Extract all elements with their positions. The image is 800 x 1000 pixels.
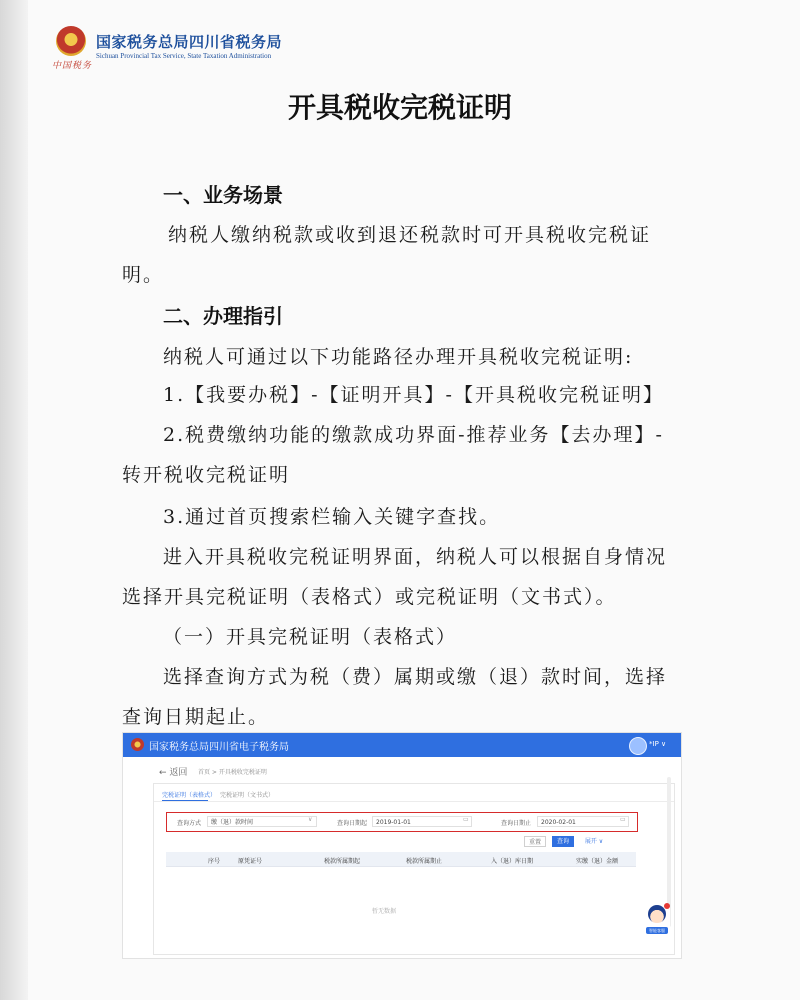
- notification-dot: [664, 903, 670, 909]
- list-item: 2.税费缴纳功能的缴款成功界面-推荐业务【去办理】-: [163, 424, 664, 446]
- paragraph: 选择开具完税证明（表格式）或完税证明（文书式）。: [122, 586, 617, 608]
- tab-document-format[interactable]: 完税证明（文书式）: [220, 792, 275, 799]
- document-title: 开具税收完税证明: [287, 91, 512, 124]
- column-header: 原凭证号: [238, 858, 263, 865]
- column-header: 税款所属期起: [324, 858, 361, 865]
- paragraph: 明。: [122, 264, 165, 286]
- assistant-mascot[interactable]: [644, 903, 670, 937]
- page-edge-shadow: [0, 0, 28, 1000]
- reset-button[interactable]: 重置: [524, 836, 546, 847]
- column-header: 入（退）库日期: [491, 858, 534, 865]
- calendar-icon: ▭: [620, 816, 626, 823]
- section-heading-scenario: 一、业务场景: [163, 183, 283, 207]
- start-date-label: 查询日期起: [337, 820, 368, 827]
- query-button[interactable]: 查询: [552, 836, 574, 847]
- query-form-highlight: [166, 812, 638, 832]
- breadcrumb[interactable]: 首页 > 开具税收完税证明: [198, 769, 267, 776]
- chevron-down-icon: ∨: [308, 816, 313, 823]
- org-name: 国家税务总局四川省税务局: [96, 33, 283, 51]
- query-card: [153, 783, 675, 955]
- user-menu[interactable]: *IP ∨: [649, 740, 667, 748]
- embedded-screenshot: [122, 732, 682, 959]
- emblem-subtitle: 中国税务: [52, 61, 93, 71]
- paragraph: 纳税人可通过以下功能路径办理开具税收完税证明:: [163, 346, 634, 368]
- query-mode-select[interactable]: 缴（退）款时间: [207, 816, 317, 827]
- end-date-label: 查询日期止: [501, 820, 532, 827]
- empty-state-text: 暂无数据: [372, 908, 397, 915]
- end-date-input[interactable]: 2020-02-01: [537, 816, 629, 827]
- column-header: 实缴（退）金额: [576, 858, 619, 865]
- list-item: 1.【我要办税】-【证明开具】-【开具税收完税证明】: [163, 384, 664, 406]
- tab-table-format[interactable]: 完税证明（表格式）: [162, 792, 217, 799]
- org-english-name: Sichuan Provincial Tax Service, State Taxation Administration: [96, 52, 272, 60]
- subsection-heading: （一）开具完税证明（表格式）: [163, 626, 458, 648]
- list-item: 转开税收完税证明: [122, 464, 291, 486]
- app-title: 国家税务总局四川省电子税务局: [149, 742, 289, 753]
- column-header: 序号: [208, 858, 221, 865]
- avatar[interactable]: [629, 737, 647, 755]
- tax-emblem-icon: [56, 26, 86, 56]
- back-button[interactable]: ← 返回: [159, 768, 188, 778]
- column-header: 税款所属期止: [406, 858, 443, 865]
- expand-button[interactable]: 展开 ∨: [584, 838, 604, 845]
- paragraph: 选择查询方式为税（费）属期或缴（退）款时间，选择: [163, 666, 668, 688]
- tax-emblem-icon: [131, 738, 144, 751]
- paragraph: 查询日期起止。: [122, 706, 270, 728]
- start-date-input[interactable]: 2019-01-01: [372, 816, 472, 827]
- mascot-badge: 智能客服: [646, 927, 668, 934]
- app-header-bar: [123, 733, 681, 757]
- mascot-avatar-icon: [648, 905, 666, 923]
- paragraph: 进入开具税收完税证明界面，纳税人可以根据自身情况: [163, 546, 668, 568]
- section-heading-guide: 二、办理指引: [163, 304, 283, 328]
- divider: [154, 801, 674, 802]
- list-item: 3.通过首页搜索栏输入关键字查找。: [163, 506, 501, 528]
- paragraph: 纳税人缴纳税款或收到退还税款时可开具税收完税证: [168, 224, 652, 246]
- calendar-icon: ▭: [463, 816, 469, 823]
- table-header: [166, 852, 636, 867]
- query-mode-label: 查询方式: [177, 820, 202, 827]
